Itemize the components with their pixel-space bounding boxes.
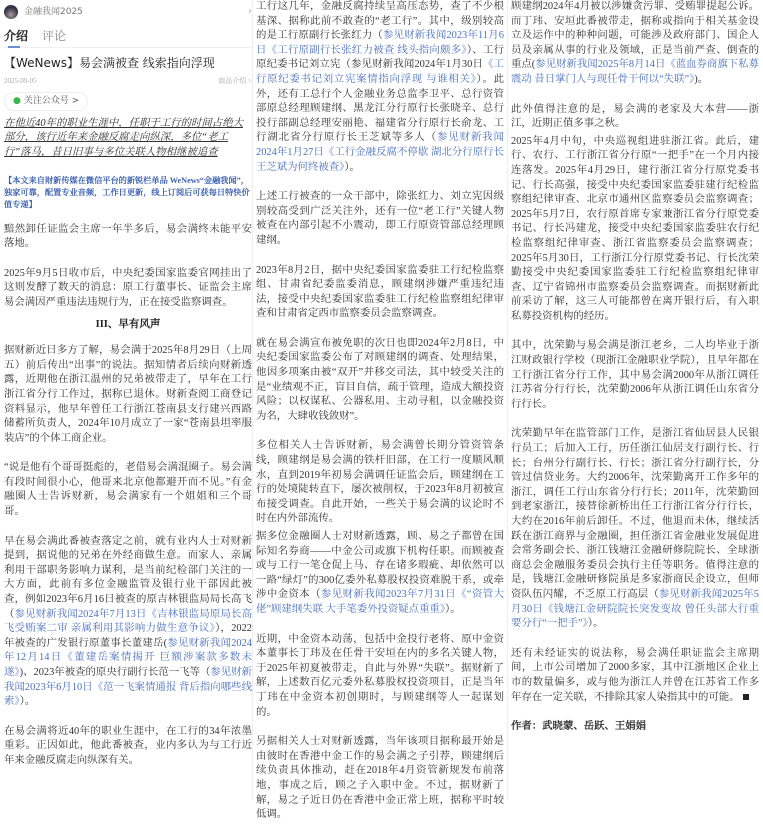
paragraph-text: )。 (694, 73, 709, 85)
paragraph-text: 黯然卸任证监会主席一年半多后，易会满终未能平安落地。 (4, 223, 252, 250)
tab-intro[interactable]: 介绍 (4, 29, 29, 44)
paragraph (4, 344, 252, 446)
avatar[interactable] (4, 5, 18, 19)
end-mark-icon (743, 694, 749, 700)
paragraph-text: 早在易会满此番被查落定之前，就有业内人士对财新提到，据说他的兄弟在外经商做生意。而家人、亲属利用干部职务影响力谋利，是当前纪检部门关注的一大方面，此前有多位金融监管及银行业干部因此被查，例如2023年6月16日被查的原吉林银监局局长高飞（ (4, 535, 252, 620)
article-column-1 (4, 0, 252, 784)
paragraph (511, 647, 759, 705)
related-article-link[interactable]: 参见财新我闻2024年12月14日《董建岳案情揭开 巨额涉案款多数未遂》 (4, 637, 252, 678)
tab-bar (4, 26, 252, 48)
paragraph (511, 0, 759, 88)
paragraph (256, 337, 504, 425)
paragraph (511, 135, 759, 325)
author-line: 作者：武晓蒙、岳跃、王娟娟 (511, 721, 647, 733)
publish-date: 2025-09-05 (4, 76, 37, 85)
paragraph-text: 2023年8月2日，据中央纪委国家监委驻工行纪检监察组、甘肃省纪委监委消息，顾建纲涉嫌严重违纪违法，接受中央纪委国家监委驻工行纪检监察组纪律审查和甘肃省定西市监察委员会监察调查。 (256, 264, 504, 320)
paragraph-text: 工行这几年，金融反腐持续呈高压态势，查了不少根基深、据称此前不敢查的“老工行”。其中，级别较高的是工行原副行长张红力（ (256, 1, 504, 42)
paragraph-text: 据多位金融圈人士对财新透露，顾、易之子都曾在国际知名券商——中金公司或旗下机构任职。而顾被查或与工行一笔仓促上马、存在诸多瑕疵、却依然可以一路“绿灯”的300亿委外私募股权投资难脱干系，或牵涉中金资本（ (256, 531, 504, 601)
article-column-2 (256, 0, 504, 838)
related-article-link[interactable]: 《工行原纪委书记刘立宪案情指向浮现 与谁相关》 (256, 59, 505, 85)
paragraph (4, 461, 252, 519)
paragraph-text: 另据相关人士对财新透露，当年该项目据称最开始是由彼时在香港中金工作的易会满之子引荐，顾建纲后续负责具体推动，赶在2018年4月资管新规发布前落地，事成之后，顾之子入职中金。不过，据财新了解，易之子近日仍在香港中金正常上班，据称平时较低调。 (256, 736, 504, 821)
account-name[interactable]: 金融我闻2025 (24, 6, 83, 17)
paragraph (256, 264, 504, 322)
paragraph-text: 沈荣勤早年在监管部门工作，是浙江省仙居县人民银行员工；后加入工行，历任浙江仙居支行副行长、行长；台州分行副行长、行长；浙江省分行副行长，分管过信贷业务。大约2006年，沈荣勤离开工作多年的浙江，调任工行山东省分行行长；2011年，沈荣勤回到老家浙江，接替徐新桥出任工行浙江省分行行长，大约在2016年前后卸任。不过，他退而未休，继续活跃在浙江商界与金融圈，担任浙江省金融业发展促进会常务副会长、浙江钱塘江金融研修院院长、全球浙商总会金融服务委员会执行主任等职务。值得注意的是，钱塘江金融研修院虽是多家浙商民企设立，但师资队伍闪耀，不乏原工行高层（ (511, 428, 759, 600)
paragraph-text: ），2022年被查的广发银行原董事长董建岳( (4, 623, 252, 649)
related-article-link[interactable]: 参见财新我闻2025年5月30日《钱塘江金研院院长突发变故 曾任头部大行重要分行“一把手”》 (511, 588, 760, 630)
related-article-link[interactable]: 参见财新我闻2023年6月10日《范一飞案情通报 背后指向哪些线索》 (4, 667, 252, 708)
paragraph-text: ）。此外，还有工总行个人金融业务总监李卫平、总行资管部原总经理顾建纲、黑龙江分行原行长张晓辛、总行投行部副总经理安丽艳、福建省分行原行长俞龙、工行湖北省分行原行长王芝斌等多人（ (256, 73, 504, 144)
article-column-3 (511, 0, 759, 735)
tab-comments[interactable]: 评论 (42, 29, 67, 44)
paragraph (4, 267, 252, 311)
paragraph-text: 其中，沈荣勤与易会满是浙江老乡，二人均毕业于浙江财政银行学校（现浙江金融职业学院），且早年都在工行浙江省分行工作，其中易会满2000年从浙江调任江苏省分行行长，沈荣勤2006年从浙江调任山东省分行行长。 (511, 340, 759, 410)
paragraph-text: ）。 (445, 603, 461, 615)
paragraph (256, 633, 504, 721)
paragraph (256, 735, 504, 823)
product-intro-link[interactable]: 商品介绍 > (218, 76, 252, 85)
article-meta (4, 74, 252, 89)
paragraph-text: )、2023年被查的原央行副行长范一飞等（ (19, 667, 211, 678)
related-article-link[interactable]: 参见财新我闻2023年11月6日《工行原副行长张红力被查 线头指向颇多》 (256, 30, 505, 56)
related-article-link[interactable]: 参见财新我闻2025年8月14日《蓝血券商旗下私募震动 昔日掌门人与现任骨干何以“失联”》 (511, 59, 759, 85)
paragraph-text: 此外值得注意的是，易会满的老家及大本营——浙江，近期正值多事之秋。 (511, 103, 759, 130)
paragraph-text: 顾建纲2024年4月被以涉嫌贪污罪、受贿罪提起公诉。而丁玮、安垣此番被带走，据称或指向于相关基金设立及运作中的种种问题，可能涉及政府部门、国企人员及亲属从事的行业及领域，正是当前严查、倒查的重点( (511, 1, 759, 71)
paragraph-text: 还有未经证实的说法称，易会满任职证监会主席期间，上市公司增加了2000多家，其中江浙地区企业上市的数量偏多，或与他为浙江人并曾在江苏省工作多年存在一定关联，不排除其家人染指其中的可能。 (511, 647, 759, 703)
paragraph (511, 103, 759, 132)
paragraph (4, 223, 252, 252)
related-article-link[interactable]: 参见财新我闻2024年7月13日《吉林银监局原局长高飞受贿案二审 亲属利用其影响力做生意争议》 (4, 608, 253, 635)
paragraph (256, 190, 504, 248)
source-note: 【本文来自财新传媒在微信平台的新锐栏单品 WeNews“金融我闻”，独家可靠，配置专业音频，工作日更新，线上订阅后可获每日特快价值专递】 (4, 175, 250, 209)
paragraph-text: 在易会满将近40年的职业生涯中，在工行的34年浓墨重彩。正因如此，他此番被查，业内多认为与工行近年来金融反腐走向纵深有关。 (4, 725, 252, 766)
paragraph (256, 530, 504, 618)
paragraph-text: 据财新近日多方了解，易会满于2025年8月29日（上周五）前后传出“出事”的说法。据知情者后续向财新透露，近期他在浙江温州的兄弟被带走了，早年在工行浙江省分行工作过，据称已退休。财新查阅工商登记资料显示，他早年曾任工行浙江苍南县支行建兴西路储蓄所负责人，2024年10月成立了一家“苍南县坦率服装店”的个体工商企业。 (4, 345, 252, 444)
article-title: 【WeNews】易会满被查 线索指向浮现 (4, 56, 215, 70)
paragraph-text: 2025年4月中旬，中央巡视组进驻浙江省。此后，建行、农行、工行浙江省分行原“一把手”在一个月内接连落发。2025年4月29日，建行浙江省分行原党委书记、行长高强，接受中央纪委国家监委驻建行纪检监察组纪律审查、北京市通州区监察委员会监察调查；2025年5月7日，农行原首席专家兼浙江省分行原党委书记、行长冯建龙，接受中央纪委国家监委驻农行纪检监察组纪律审查、浙江省监察委员会监察调查；2025年5月30日，工行浙江分行原党委书记、行长沈荣勤接受中央纪委国家监委驻工行纪检监察组纪律审查、辽宁省锦州市监察委员会监察调查。而据财新此前采访了解，这三人可能都曾在离开银行后，有入职私募投资机构的经历。 (511, 135, 759, 322)
column-divider (507, 0, 508, 800)
paragraph-text: ）、工行原纪委书记刘立宪（参见财新我闻2024年1月30日 (256, 44, 504, 71)
related-article-link[interactable]: 参见财新我闻2024年1月27日《工行金融反腐不停歇 湖北分行原行长王芝斌为何终被查》 (256, 132, 505, 173)
article-summary: 在他近40年的职业生涯中，任职于工行的时间占绝大部分，该行近年来金融反腐走向纵深，多位“老工行”落马，昔日旧事与多位关联人物相继被追查 (4, 117, 243, 158)
paragraph-text: 2025年9月5日收市后，中央纪委国家监委官网挂出了这则发酵了数天的消息：原工行董事长、证监会主席易会满因严重违法违规行为，正在接受监察调查。 (4, 267, 252, 308)
section-heading: III、早有风声 (95, 318, 161, 330)
related-article-link[interactable]: 参见财新我闻2023年7月31日《“资管大佬”顾建纲失联 大手笔委外投资疑点重重》 (256, 589, 505, 615)
column-divider (252, 0, 253, 800)
paragraph (511, 427, 759, 631)
paragraph (4, 535, 252, 710)
paragraph-text: ）。 (19, 696, 36, 708)
paragraph-text: ）。 (587, 618, 604, 630)
paragraph (4, 725, 252, 769)
paragraph (511, 339, 759, 412)
wechat-icon: ● (13, 96, 21, 107)
chevron-right-icon[interactable]: › (248, 5, 252, 17)
paragraph-text: 上述工行被查的一众干部中，除张红力、刘立宪因级别较高受到广泛关注外，还有一位“老工行”关键人物被查在内部引起不小震动，即工行原资管部总经理顾建纲。 (256, 191, 504, 246)
paragraph-text: 多位相关人士告诉财新，易会满曾长期分管资管条线，顾建纲是易会满的铁杆旧部，在工行一度顺风顺水，直到2019年初易会满调任证监会后，顾建纲在工行的处境陡转直下，屡次被削权，于2023年8月初被宣布接受调查。自此开始，一些关于易会满的议论时不时在内外部流传。 (256, 440, 504, 525)
paragraph-text: 就在易会满宣布被免职的次日也即2024年2月8日，中央纪委国家监委公布了对顾建纲的调查、处理结果，他因多项案由被“双开”并移交司法，其中较受关注的是“业绩观不正，盲目自信，疏于管理，造成大额投资风险；以权谋私、公器私用、主动寻租，以金融投资为名，大肆收钱敛财”。 (256, 337, 504, 422)
paragraph (256, 439, 504, 527)
account-header[interactable] (4, 0, 252, 24)
paragraph-text: ）。 (344, 161, 360, 173)
paragraph-text: “说是他有个哥哥挺彪的，老借易会满混圈子。易会满有段时间很小心，他哥来北京他都避开而不见。”有金融圈人士告诉财新，易会满家有一个姐姐和三个哥哥。 (4, 462, 252, 518)
follow-account-button[interactable] (4, 92, 88, 111)
paragraph (256, 0, 504, 175)
follow-label: 关注公众号 > (23, 96, 80, 107)
paragraph-text: 近期，中金资本动荡，包括中金投行老将、原中金资本董事长丁玮及在任骨干安垣在内的多名关键人物，于2025年初夏被带走，自此与外界“失联”。据财新了解，上述数百亿元委外私募股权投资项目，正是当年丁玮在中金资本初创期时，与顾建纲等人一起谋划的。 (256, 633, 504, 718)
